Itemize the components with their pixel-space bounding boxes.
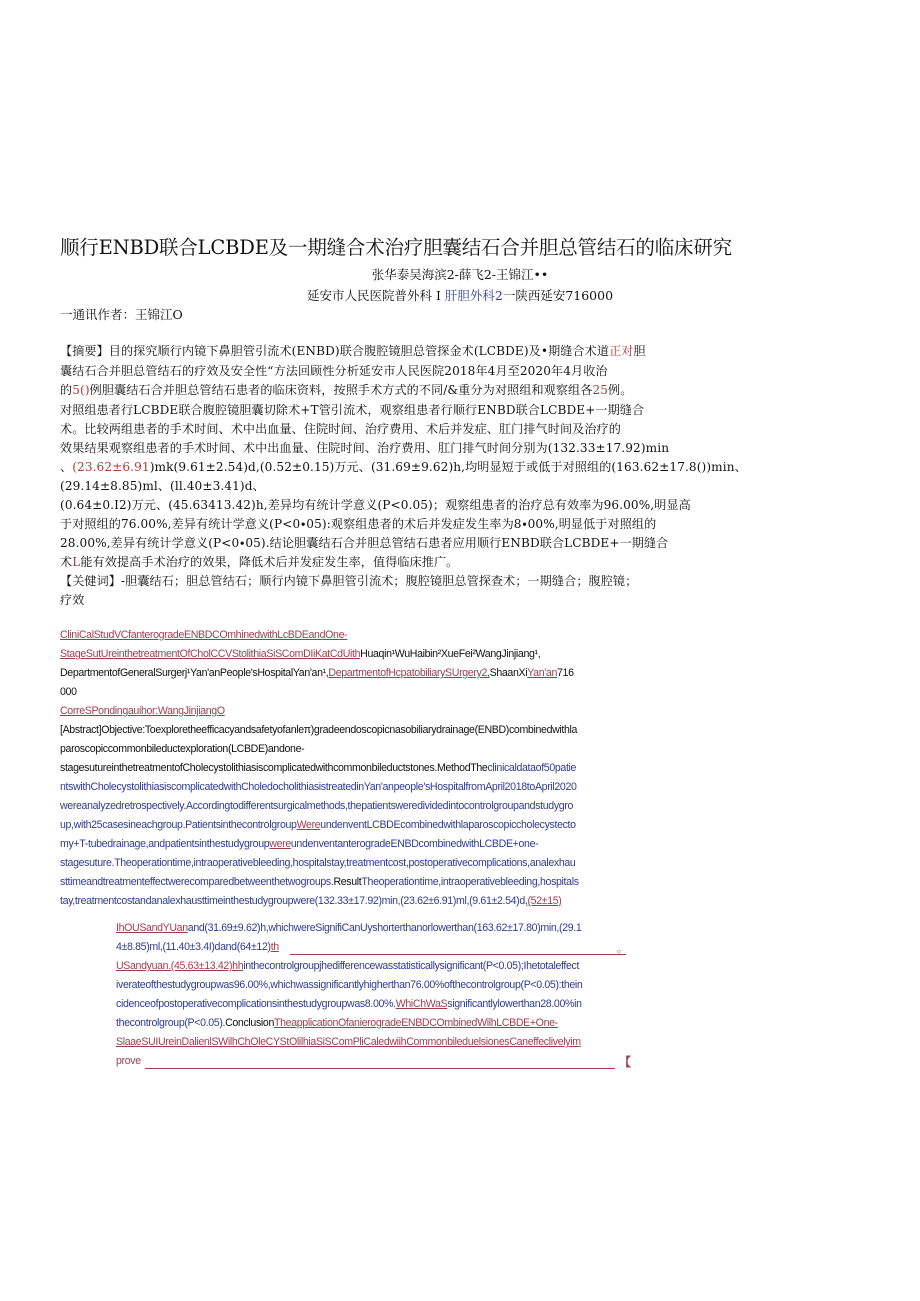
- text-span: 胆: [633, 344, 646, 358]
- text-span: cidenceofpostoperativecomplicationsinthestudygroupwas8.00%.: [116, 998, 396, 1010]
- corresponding-author: 一通讯作者：王锦江O: [60, 307, 183, 322]
- english-abstract-line: stagesuture.Theoperationtime,intraoperativebleeding,hospitalstay,treatmentcost,postoperativecomplications,analexhau: [60, 857, 576, 869]
- english-corresponding-author: CorreSPondingauihor:WangJinjiangO: [60, 705, 225, 717]
- text-span: Yan'an: [527, 667, 557, 679]
- text-span: clinicaldataof50patie: [487, 762, 577, 774]
- english-abstract-line: [60, 838, 538, 850]
- text-span: DepartmentofGeneralSurgerj¹Yan'anPeople'sHospitalYan'an¹,: [60, 667, 329, 679]
- text-span: 能有效提高手术治疗的效果，降低术后并发症发生率，值得临床推广。: [80, 555, 459, 569]
- english-abstract-line: [116, 960, 579, 972]
- text-span: DepartmentofHcpatobiliarySUrgery2,: [328, 667, 490, 679]
- english-abstract-line: [116, 998, 582, 1010]
- text-span: Huaqin¹WuHaibin²XueFei²WangJinjiang¹,: [360, 648, 541, 660]
- text-span: ShaanXi: [489, 667, 528, 679]
- abstract-cn-line: [60, 342, 646, 359]
- affiliation-dept-2: 肝胆外科2: [444, 288, 503, 303]
- text-span: (23.62±6.91: [72, 460, 150, 474]
- text-span: Conclusion: [225, 1017, 275, 1029]
- text-span: IhOUSandYUan: [116, 922, 188, 934]
- text-span: 例。: [608, 383, 633, 397]
- text-span: WhiChWaS: [395, 998, 448, 1010]
- text-span: up,with25casesineachgroup.Patientsinthecontrolgroup: [60, 819, 297, 831]
- affiliation: [0, 286, 920, 304]
- text-span: sttimeandtreatmenteffectwerecomparedbetweenthetwogroups.: [60, 876, 334, 888]
- text-span: were: [269, 838, 291, 850]
- english-abstract-line: ntswithCholecystolithiasiscomplicatedwithCholedocholithiasistreatedinYan'anpeople'sHospitalfromApril2018toApril2020: [60, 781, 577, 793]
- text-span: 25: [592, 383, 609, 397]
- text-span: inthecontrolgroupjhedifferencewasstatisticallysignificant(P<0.05);Ihetotaleffect: [243, 960, 580, 972]
- text-span: Theoperationtime,intraoperativebleeding,hospitals: [361, 876, 579, 888]
- text-span: 例胆囊结石合并胆总管结石患者的临床资料，按照手术方式的不同/&重分为对照组和观察组各: [89, 383, 593, 397]
- text-span: thecontrolgroup(P<0.05).: [116, 1017, 226, 1029]
- english-abstract-line: [116, 1017, 558, 1029]
- abstract-cn-line: [60, 553, 458, 570]
- english-abstract-line: [60, 895, 562, 907]
- english-affiliation-line: [60, 667, 574, 679]
- english-title-line: [60, 648, 540, 660]
- text-span: Result: [333, 876, 362, 888]
- abstract-cn-line: [60, 458, 747, 475]
- text-span: )mk(9.61±2.54)d,(0.52±0.15)万元、(31.69±9.62)h,均明显短于或低于对照组的(163.62±17.8())min、: [149, 460, 747, 474]
- abstract-cn-line: (29.14±8.85)ml、(ll.40±3.41)d、: [60, 479, 265, 493]
- paper-title: 顺行ENBD联合LCBDE及一期缝合术治疗胆囊结石合并胆总管结石的临床研究: [60, 236, 732, 259]
- english-abstract-line: [60, 762, 576, 774]
- text-span: 716: [557, 667, 574, 679]
- abstract-cn-line: 28.00%,差异有统计学意义(P<0∙05).结论胆囊结石合并胆总管结石患者应用顺行ENBD联合LCBDE+一期缝合: [60, 536, 669, 550]
- abstract-cn-line: (0.64±0.I2)万元、(45.63413.42)h,差异均有统计学意义(P<0.05)；观察组患者的治疗总有效率为96.00%,明显高: [60, 498, 691, 512]
- text-span: USandyuan.(45.63±13.42)hh: [116, 960, 244, 972]
- english-abstract-line: paroscopiccommonbileductexploration(LCBDE)andone-: [60, 743, 305, 755]
- english-abstract-line: SlaaeSUIUreinDalienlSWilhChOleCYStOlilhiaSiSComPliCaledwiihCommonbileduelsionesCaneffeclivelyim: [116, 1036, 581, 1048]
- bracket-mark: 【: [619, 1055, 631, 1069]
- english-abstract-line: [116, 922, 581, 934]
- underline-rule: [145, 1068, 615, 1069]
- english-abstract-line: 。: [617, 943, 628, 955]
- text-span: and(31.69±9.62)h,whichwereSignifiCanUyshorterthanorlowerthan(163.62±17.80)min,(29.1: [187, 922, 582, 934]
- text-span: undenventanterogradeENBDcombinedwithLCBDE+one-: [290, 838, 539, 850]
- keywords-line: 【关健词】-胆囊结石；胆总管结石；顺行内镜下鼻胆管引流术；腹腔镜胆总管探查术；一期缝合；腹腔镜；: [60, 574, 638, 588]
- abstract-cn-line: 对照组患者行LCBDE联合腹腔镜胆囊切除术+T管引流术，观察组患者行顺行ENBD联合LCBDE+一期缝合: [60, 403, 645, 417]
- text-span: StageSutUreinthetreatmentOfCholCCVStolithiaSiSComDIiKatCdUith: [60, 648, 361, 660]
- text-span: 、: [60, 460, 73, 474]
- text-span: significantlylowerthan28.00%in: [447, 998, 582, 1010]
- abstract-cn-line: [60, 381, 632, 398]
- english-abstract-line: [116, 941, 279, 953]
- text-span: 4±8.85)ml,(11.40±3.4I)dand(64±12): [116, 941, 271, 953]
- affiliation-separator: I: [435, 288, 441, 303]
- keywords-line: 疗效: [60, 593, 85, 607]
- text-span: stagesutureinthetreatmentofCholecystolithiasiscomplicatedwithcommonbileductstones.MethodThe: [60, 762, 488, 774]
- author-list: 张华泰吴海滨2-薛飞2-王锦江••: [371, 267, 549, 282]
- text-span: tay,treatmentcostandanalexhausttimeinthestudygroupwere(132.33±17.92)min,(23.62±6.91)ml,(9.61±2.54)d,: [60, 895, 528, 907]
- text-span: Were: [296, 819, 321, 831]
- abstract-cn-line: 效果结果观察组患者的手术时间、术中出血量、住院时间、治疗费用、肛门排气时间分别为(132.33±17.92)min: [60, 441, 670, 455]
- text-span: (52±15): [527, 895, 562, 907]
- abstract-cn-line: 于对照组的76.00%,差异有统计学意义(P<0∙05):观察组患者的术后并发症发生率为8∙00%,明显低于对照组的: [60, 517, 657, 531]
- affiliation-dept: 延安市人民医院普外科: [306, 288, 432, 303]
- text-span: L: [72, 555, 81, 569]
- english-title-line: CliniCalStudVCfanterogradeENBDCOmhinedwithLcBDEandOne-: [60, 629, 348, 641]
- text-span: 术: [60, 555, 73, 569]
- english-abstract-line: prove: [116, 1055, 141, 1067]
- text-span: my+T-tubedrainage,andpatientsinthestudygroup: [60, 838, 270, 850]
- english-abstract-line: [60, 876, 579, 888]
- text-span: th: [270, 941, 279, 953]
- english-abstract-line: [60, 819, 576, 831]
- affiliation-location: 一陕西延安716000: [502, 288, 614, 303]
- text-span: undenventLCBDEcombinedwithlaparoscopiccholecystecto: [320, 819, 576, 831]
- english-abstract-line: iverateofthestudygroupwas96.00%,whichwassignificantlyhigherthan76.00%ofthecontrolgroup(P<0.05):thein: [116, 979, 583, 991]
- text-span: 【摘要】目的探究顺行内镜下鼻胆管引流术(ENBD)联合腹腔镜胆总管探金术(LCBDE)及•期缝合术道: [60, 344, 610, 358]
- underline-rule: [290, 954, 626, 955]
- text-span: 正对: [609, 344, 634, 358]
- text-span: TheapplicationOfanierogradeENBDCOmbinedWilhLCBDE+One-: [274, 1017, 558, 1029]
- english-abstract-line: [Abstract]Objective:Toexploretheefficacyandsafetyofanleπ)gradeendoscopicnasobiliarydrainage(ENBD)combinedwithla: [60, 724, 578, 736]
- text-span: 的: [60, 383, 73, 397]
- text-span: 5(): [72, 383, 90, 397]
- english-affiliation-line: 000: [60, 686, 77, 698]
- english-abstract-line: wereanalyzedretrospectively.Accordingtodifferentsurgicalmethods,thepatientsweredividedintocontrolgroupandstudygro: [60, 800, 574, 812]
- abstract-cn-line: 囊结石合并胆总管结石的疗效及安全性“方法回顾性分析延安市人民医院2018年4月至2020年4月收治: [60, 364, 608, 378]
- abstract-cn-line: 术。比较两组患者的手术时间、术中出血量、住院时间、治疗费用、术后并发症、肛门排气时间及治疗的: [60, 422, 621, 436]
